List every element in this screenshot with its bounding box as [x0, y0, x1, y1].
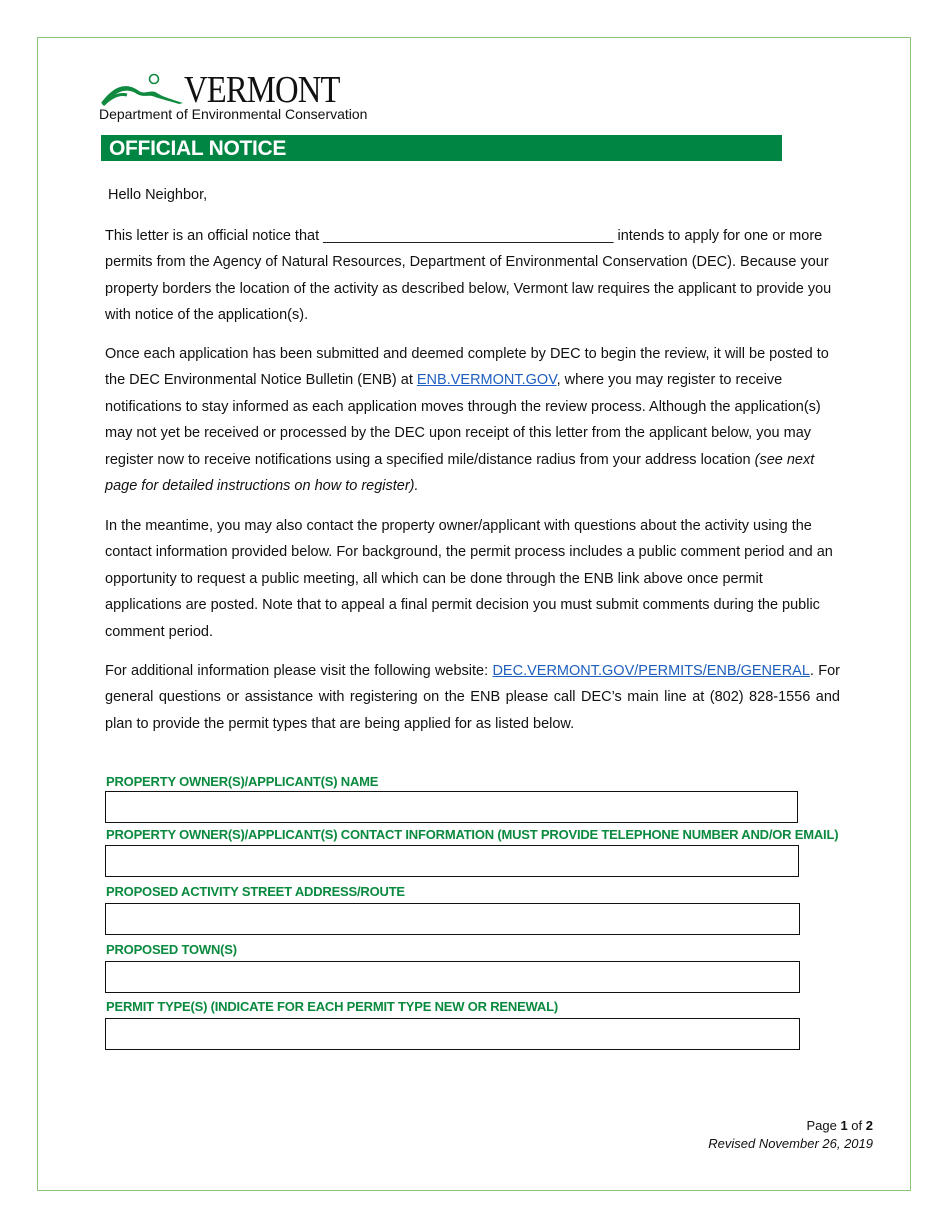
owner-name-label: PROPERTY OWNER(S)/APPLICANT(S) NAME — [106, 774, 379, 789]
contact-info-label: PROPERTY OWNER(S)/APPLICANT(S) CONTACT INFORMATION (MUST PROVIDE TELEPHONE NUMBER AND/OR EMAIL) — [106, 827, 839, 842]
enb-link[interactable]: ENB.VERMONT.GOV — [416, 372, 557, 389]
owner-name-field[interactable] — [105, 791, 798, 823]
permit-types-field[interactable] — [105, 1018, 800, 1050]
contact-info-field[interactable] — [105, 845, 799, 877]
official-notice-banner: OFFICIAL NOTICE — [101, 135, 782, 161]
paragraph-2-text-b: , where you may register to receive notifications to stay informed as each application moves through the review process. Although the application(s) may not yet be received or processed by the DEC upon receipt of this letter from the applicant below, you may register now to receive notifications using a specified mile/distance radius from your address location — [105, 372, 821, 468]
page-total: 2 — [865, 1118, 873, 1133]
vermont-dec-logo — [99, 69, 399, 123]
page-number — [806, 1118, 873, 1133]
street-address-field[interactable] — [105, 903, 800, 935]
logo-wordmark: VERMONT — [184, 69, 340, 111]
paragraph-4-text-b: . For general questions or assistance with registering on the ENB please call DEC’s main line at (802) 828-1556 and plan to provide the permit types that are being applied for as listed below. — [105, 663, 840, 732]
town-field[interactable] — [105, 961, 800, 993]
street-address-label: PROPOSED ACTIVITY STREET ADDRESS/ROUTE — [106, 884, 405, 899]
paragraph-2-text-a: Once each application has been submitted and deemed complete by DEC to begin the review, it will be posted to the DEC Environmental Notice Bulletin (ENB) at — [105, 346, 829, 389]
paragraph-1: This letter is an official notice that ____________________________________ intends to apply for one or more permits from the Agency of Natural Resources, Department of Environmental Conservation (DEC). Because your property borders the location of the activity as described below, Vermont law requires the applicant to provide you with notice of the application(s). — [105, 228, 832, 324]
department-name: Department of Environmental Conservation — [99, 106, 368, 122]
greeting: Hello Neighbor, — [108, 187, 208, 203]
paragraph-2 — [105, 341, 840, 499]
paragraph-3: In the meantime, you may also contact the property owner/applicant with questions about the activity using the contact information provided below. For background, the permit process includes a public comment period and an opportunity to request a public meeting, all which can be done through the ENB link above once permit applications are posted. Note that to appeal a final permit decision you must submit comments during the public comment period. — [105, 518, 833, 640]
paragraph-2-italic: (see next page for detailed instructions on how to register). — [105, 451, 815, 495]
dec-permits-link[interactable]: DEC.VERMONT.GOV/PERMITS/ENB/GENERAL — [492, 663, 810, 679]
page-word: Page — [806, 1118, 837, 1133]
permit-types-label: PERMIT TYPE(S) (INDICATE FOR EACH PERMIT TYPE NEW OR RENEWAL) — [106, 999, 558, 1014]
page-current: 1 — [840, 1118, 848, 1133]
paragraph-4-text-a: For additional information please visit the following website: — [105, 663, 493, 679]
page-of: of — [851, 1118, 863, 1133]
revision-date: Revised November 26, 2019 — [708, 1136, 873, 1151]
paragraph-4 — [105, 658, 840, 737]
town-label: PROPOSED TOWN(S) — [106, 942, 237, 957]
mountain-logo-icon — [99, 73, 189, 107]
